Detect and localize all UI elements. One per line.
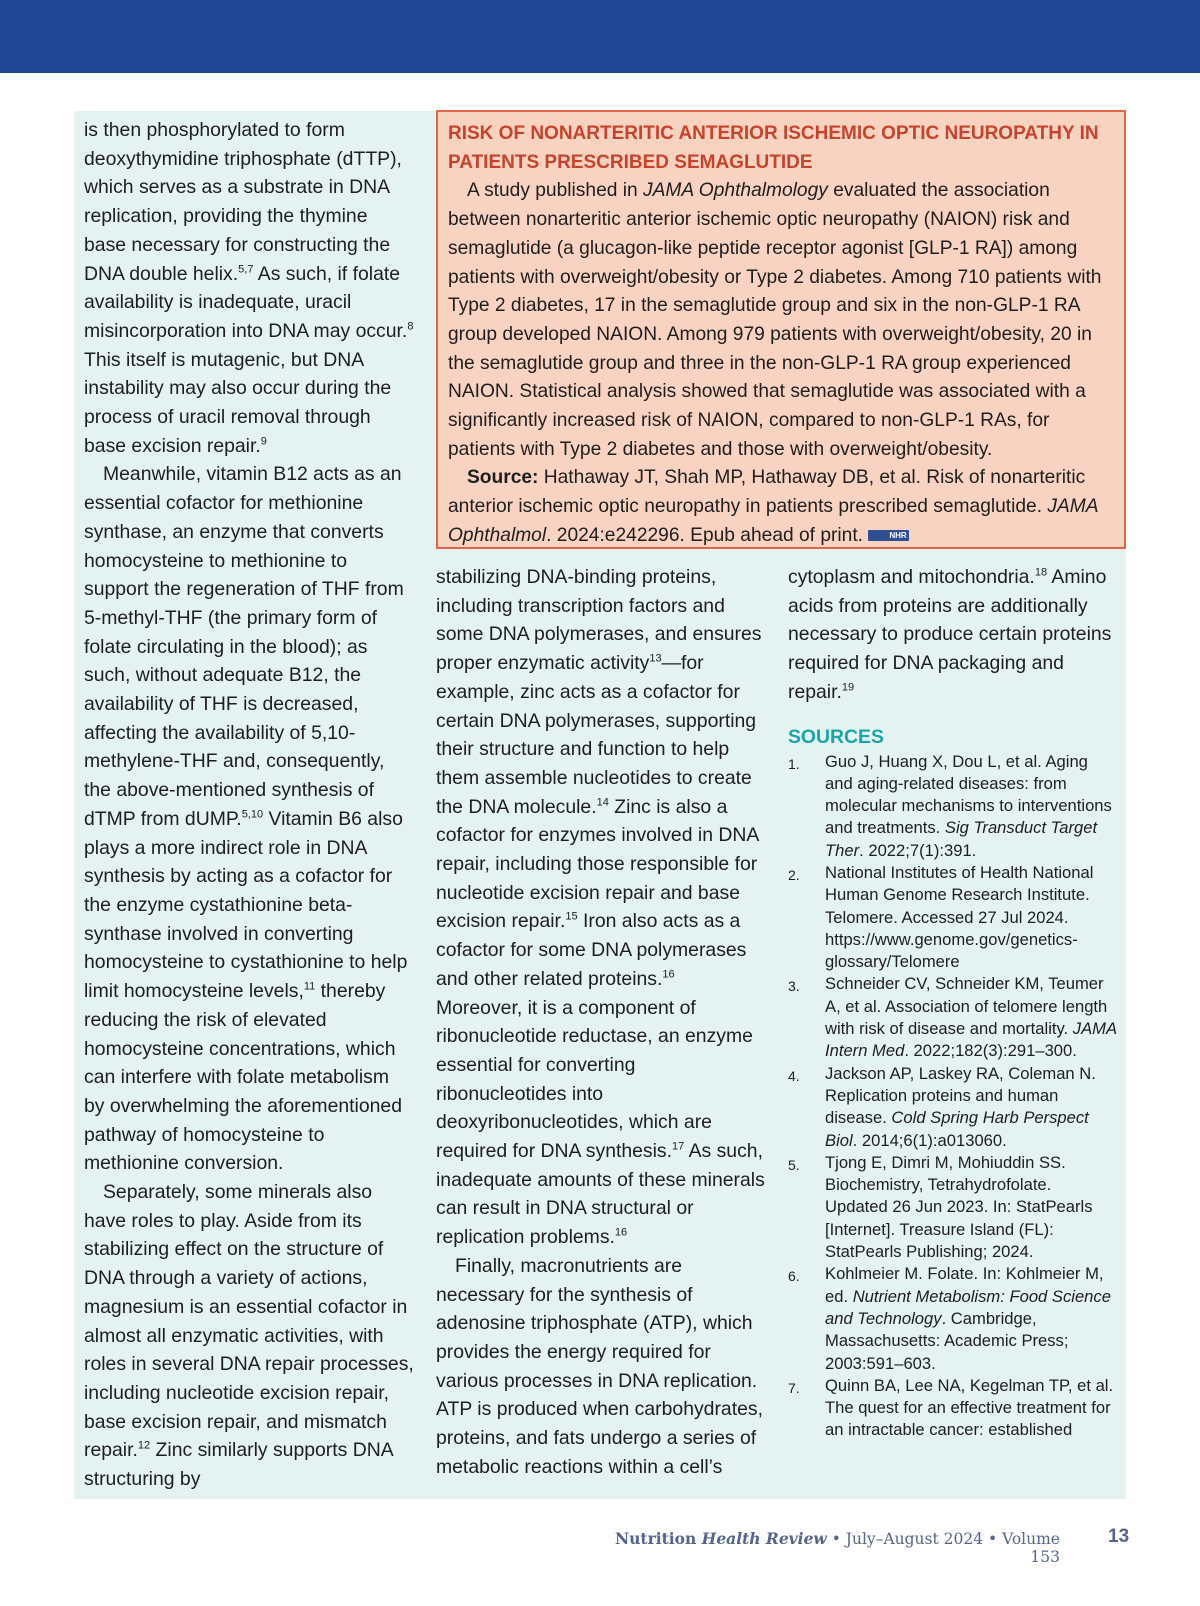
paragraph: cytoplasm and mitochondria.$^{18}$ Amino acids from proteins are additionally necessary to produce certain proteins required for DNA packaging and repair.$^{19}$ [788,566,1112,703]
paragraph: Separately, some minerals also have roles to play. Aside from its stabilizing effect on the structure of DNA through a variety of actions, magnesium is an essential cofactor in almost all enzymatic activities, with roles in several DNA repair processes, including nucleotide excision repair, base excision repair, and mismatch repair.$^{12}$ Zinc similarly supports DNA structuring by [84,1181,414,1491]
nhr-logo-icon: NHR [868,530,908,541]
paragraph: stabilizing DNA-binding proteins, including transcription factors and some DNA polymerases, and ensures proper enzymatic activity$^{13}$—for example, zinc acts as a cofactor for certain DNA polymerases, supporting their structure and function to help them assemble nucleotides to create the DNA molecule.$^{14}$ Zinc is also a cofactor for enzymes involved in DNA repair, including those responsible for nucleotide excision repair and base excision repair.$^{15}$ Iron also acts as a cofactor for some DNA polymerases and other related proteins.$^{16}$ Moreover, it is a component of ribonucleotide reductase, an enzyme essential for converting ribonucleotides into deoxyribonucleotides, which are required for DNA synthesis.$^{17}$ As such, inadequate amounts of these minerals can result in DNA structural or replication problems.$^{16}$ [436,566,765,1249]
issue-info: • July–August 2024 • Volume 153 [826,1530,1060,1566]
reference-item: 4. Jackson AP, Laskey RA, Coleman N. Replication proteins and human disease. Cold Spring Harb Perspect Biol. 2014;6(1):a013060. [788,1063,1096,1150]
sidebar-box-source: Source: Hathaway JT, Shah MP, Hathaway DB, et al. Risk of nonarteritic anterior ischemic optic neuropathy in patients prescribed semaglutide. JAMA Ophthalmol. 2024:e242296. Epub ahead of print. NHR [448,467,1098,546]
reference-item: 7. Quinn BA, Lee NA, Kegelman TP, et al. The quest for an effective treatment for an intractable cancer: established [788,1375,1114,1440]
journal-name: Nutrition Health Review [614,1529,827,1548]
article-column-1 [84,116,414,1494]
reference-item: 6. Kohlmeier M. Folate. In: Kohlmeier M, ed. Nutrient Metabolism: Food Science and Technology. Cambridge, Massachusetts: Academic Press; 2003:591–603. [788,1264,1111,1373]
paragraph: Finally, macronutrients are necessary for the synthesis of adenosine triphosphate (ATP), which provides the energy required for various processes in DNA replication. ATP is produced when carbohydrates, proteins, and fats undergo a series of metabolic reactions within a cell’s [436,1254,763,1478]
reference-item: 5. Tjong E, Dimri M, Mohiuddin SS. Biochemistry, Tetrahydrofolate. Updated 26 Jun 2023. In: StatPearls [Internet]. Treasure Island (FL): StatPearls Publishing; 2024. [788,1152,1093,1262]
reference-item: 3. Schneider CV, Schneider KM, Teumer A, et al. Association of telomere length with risk of disease and mortality. JAMA Intern Med. 2022;182(3):291–300. [788,974,1117,1061]
article-column-2 [436,563,766,1482]
article-column-3 [788,563,1118,1442]
sidebar-box-semaglutide [436,110,1126,549]
sources-heading: SOURCES [788,725,884,748]
sidebar-box-title: RISK OF NONARTERITIC ANTERIOR ISCHEMIC OPTIC NEUROPATHY IN PATIENTS PRESCRIBED SEMAGLUTIDE [448,123,1099,173]
sidebar-box-body: A study published in JAMA Ophthalmology evaluated the association between nonarteritic anterior ischemic optic neuropathy (NAION) risk and semaglutide (a glucagon-like peptide receptor agonist [GLP-1 RA]) among patients with overweight/obesity or Type 2 diabetes. Among 710 patients with Type 2 diabetes, 17 in the semaglutide group and six in the non-GLP-1 RA group developed NAION. Among 979 patients with overweight/obesity, 20 in the semaglutide group and three in the non-GLP-1 RA group experienced NAION. Statistical analysis showed that semaglutide was associated with a significantly increased risk of NAION, compared to non-GLP-1 RAs, for patients with Type 2 diabetes and those with overweight/obesity. [448,180,1102,460]
paragraph: is then phosphorylated to form deoxythymidine triphosphate (dTTP), which serves as a substrate in DNA replication, providing the thymine base necessary for constructing the DNA double helix.$^{5,7}$ As such, if folate availability is inadequate, uracil misincorporation into DNA may occur.$^8$ This itself is mutagenic, but DNA instability may also occur during the process of uracil removal through base excision repair.$^9$ [84,119,414,457]
reference-item: 1. Guo J, Huang X, Dou L, et al. Aging and aging-related diseases: from molecular mechanisms to interventions and treatments. Sig Transduct Target Ther. 2022;7(1):391. [788,751,1112,860]
reference-list [788,751,1118,1442]
paragraph: Meanwhile, vitamin B12 acts as an essential cofactor for methionine synthase, an enzyme that converts homocysteine to methionine to support the regeneration of THF from 5-methyl-THF (the primary form of folate circulating in the blood); as such, without adequate B12, the availability of THF is decreased, affecting the availability of 5,10-methylene-THF and, consequently, the above-mentioned synthesis of dTMP from dUMP.$^{5,10}$ Vitamin B6 also plays a more indirect role in DNA synthesis by acting as a cofactor for the enzyme cystathionine beta-synthase involved in converting homocysteine to cystathionine to help limit homocysteine levels,$^{11}$ thereby reducing the risk of elevated homocysteine concentrations, which can interfere with folate metabolism by overwhelming the aforementioned pathway of homocysteine to methionine conversion. [84,463,408,1175]
header-band [0,0,1200,73]
page-number: 13 [1108,1526,1130,1547]
reference-item: 2. National Institutes of Health National Human Genome Research Institute. Telomere. Accessed 27 Jul 2024. https://www.genome.gov/genetics-glossary/Telomere [788,863,1094,972]
page-footer [600,1529,1060,1566]
